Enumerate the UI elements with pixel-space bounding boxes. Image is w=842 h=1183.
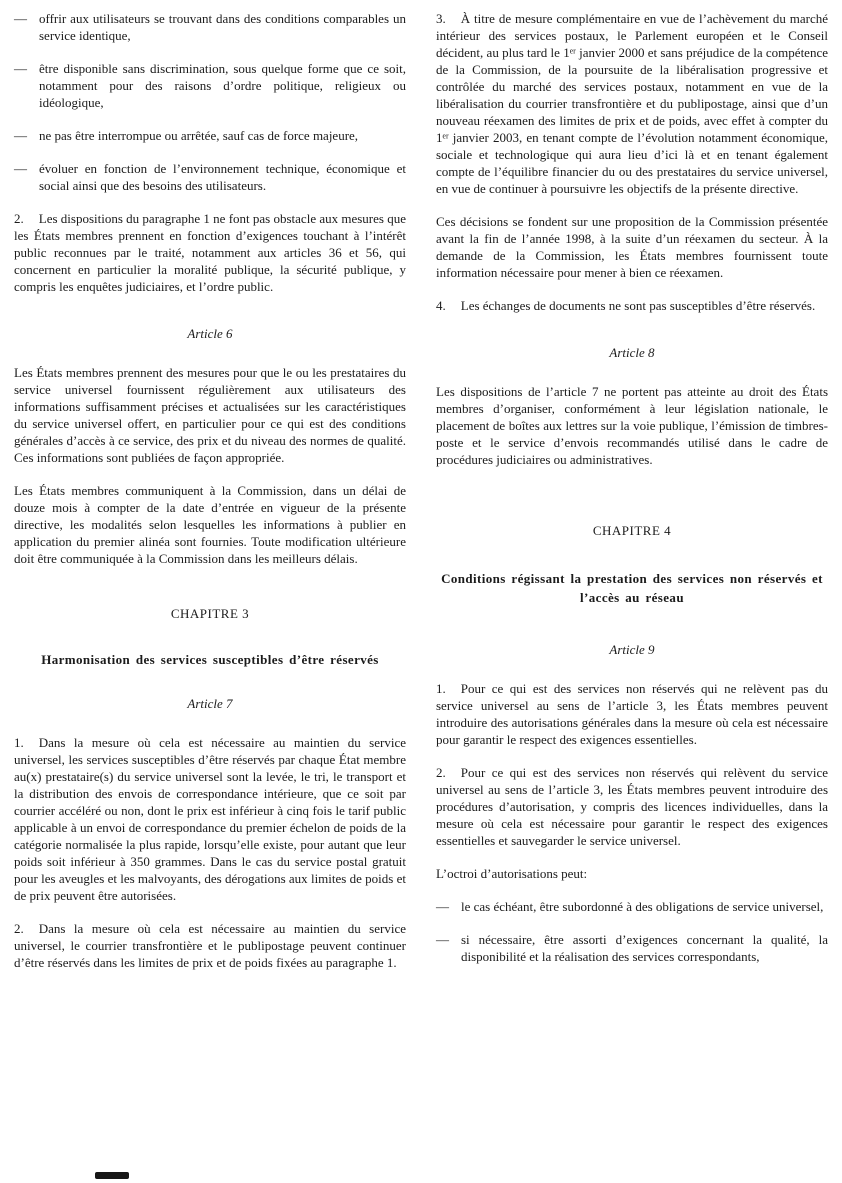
list-item-text: être disponible sans discrimination, sous quelque forme que ce soit, notamment pour des raisons d’ordre politique, religieux ou idéologique, — [39, 61, 406, 110]
paragraph-text: À titre de mesure complémentaire en vue de l’achèvement du marché intérieur des services postaux, le Parlement européen et le Conseil décident, au plus tard le 1ᵉʳ janvier 2000 et sans préjudice de la compétence de la Commission, de la poursuite de la libéralisation progressive et contrôlée du marché des services postaux, notamment en vue de la libéralisation du courrier transfrontière et du publipostage, ainsi que d’un nouveau réexamen des limites de prix et de poids, avec effet à compter du 1ᵉʳ janvier 2003, en tenant compte de l’évolution notamment économique, sociale et technologique qui aura lieu d’ici là et en tenant également compte de l’équilibre financier du ou des prestataires du service universel, en vue de continuer à poursuivre les objectifs de la présente directive. — [436, 11, 828, 196]
chapter-3-title: Harmonisation des services susceptibles d’être réservés — [41, 652, 379, 667]
paragraph: Les États membres communiquent à la Commission, dans un délai de douze mois à compter de la date d’entrée en vigueur de la présente directive, les modalités selon lesquelles les informations à publier en application du premier alinéa sont fournies. Toute modification ultérieure doit être communiquée à la Commission dans les meilleurs délais. — [14, 483, 406, 566]
chapter-3-heading: CHAPITRE 3 — [170, 606, 250, 621]
paragraph-number: 4. — [436, 298, 446, 313]
paragraph: Les États membres prennent des mesures pour que le ou les prestataires du service universel fournissent régulièrement aux utilisateurs des informations suffisamment précises et actualisées sur les caractéristiques du service universel offert, en particulier pour ce qui est des conditions générales d’accès à ce service, des prix et du niveau des normes de qualité. Ces informations sont publiées de façon appropriée. — [14, 365, 406, 465]
paragraph-text: Pour ce qui est des services non réservés qui relèvent du service universel au sens de l’article 3, les États membres peuvent introduire des procédures d’autorisation, y compris des licences individuelles, dans la mesure où cela est nécessaire pour garantir le respect des exigences essentielles et sauvegarder le service universel. — [436, 765, 828, 848]
chapter-4-title: Conditions régissant la prestation des services non réservés et l’accès au réseau — [441, 571, 823, 605]
list-item-text: le cas échéant, être subordonné à des obligations de service universel, — [461, 899, 824, 914]
paragraph-4 — [436, 297, 828, 314]
paragraph-text: Pour ce qui est des services non réservés qui ne relèvent pas du service universel au sens de l’article 3, les États membres peuvent introduire des autorisations générales dans la mesure où cela est nécessaire pour garantir le respect des exigences essentielles. — [436, 681, 828, 747]
paragraph-text: Les échanges de documents ne sont pas susceptibles d’être réservés. — [460, 298, 816, 313]
two-column-layout — [14, 10, 828, 987]
list-item-text: si nécessaire, être assorti d’exigences concernant la qualité, la disponibilité et la réalisation des services correspondants, — [461, 932, 828, 964]
paragraph-3 — [436, 10, 828, 197]
paragraph-number: 1. — [436, 681, 446, 696]
list-item — [14, 10, 406, 44]
dash-marker: — — [436, 932, 449, 947]
dash-marker: — — [14, 61, 27, 76]
paragraph: L’octroi d’autorisations peut: — [436, 866, 588, 881]
dash-marker: — — [14, 11, 27, 26]
paragraph-1 — [436, 680, 828, 748]
list-item — [14, 160, 406, 194]
dash-marker: — — [436, 899, 449, 914]
list-item-text: ne pas être interrompue ou arrêtée, sauf cas de force majeure, — [39, 128, 359, 143]
list-item-text: évoluer en fonction de l’environnement technique, économique et social ainsi que des besoins des utilisateurs. — [39, 161, 406, 193]
article-6-heading: Article 6 — [187, 326, 233, 341]
dash-marker: — — [14, 161, 27, 176]
chapter-4-heading: CHAPITRE 4 — [592, 523, 672, 538]
paragraph-2 — [14, 920, 406, 971]
dash-marker: — — [14, 128, 27, 143]
paragraph-1 — [14, 734, 406, 904]
paragraph-number: 2. — [14, 211, 24, 226]
paragraph-2 — [436, 764, 828, 849]
paragraph: Les dispositions de l’article 7 ne portent pas atteinte au droit des États membres d’organiser, conformément à leur législation nationale, le placement de boîtes aux lettres sur la voie publique, l’émission de timbres-poste et le service d’envois recommandés utilisé dans le cadre de procédures judiciaires ou administratives. — [436, 384, 828, 467]
paragraph-number: 2. — [436, 765, 446, 780]
list-item — [14, 127, 406, 144]
right-column — [436, 10, 828, 987]
left-column — [14, 10, 406, 987]
scan-artifact — [95, 1172, 129, 1179]
paragraph-text: Les dispositions du paragraphe 1 ne font pas obstacle aux mesures que les États membres prennent en fonction d’exigences touchant à l’intérêt public reconnues par le traité, notamment aux articles 36 et 56, qui concernent en particulier la moralité publique, la sécurité publique, y compris les enquêtes judiciaires, et l’ordre public. — [14, 211, 406, 294]
paragraph-number: 3. — [436, 11, 446, 26]
list-item-text: offrir aux utilisateurs se trouvant dans des conditions comparables un service identique, — [39, 11, 406, 43]
paragraph-2 — [14, 210, 406, 295]
paragraph-text: Dans la mesure où cela est nécessaire au maintien du service universel, le courrier transfrontière et le publipostage peuvent continuer d’être réservés dans les limites de prix et de poids fixées au paragraphe 1. — [14, 921, 406, 970]
article-7-heading: Article 7 — [187, 696, 233, 711]
list-item — [14, 60, 406, 111]
paragraph-number: 1. — [14, 735, 24, 750]
article-8-heading: Article 8 — [609, 345, 655, 360]
paragraph-number: 2. — [14, 921, 24, 936]
list-item — [436, 898, 828, 915]
list-item — [436, 931, 828, 965]
article-9-heading: Article 9 — [609, 642, 655, 657]
paragraph: Ces décisions se fondent sur une proposition de la Commission présentée avant la fin de l’année 1998, à la suite d’un réexamen du secteur. À la demande de la Commission, les États membres fournissent toute information nécessaire pour mener à bien ce réexamen. — [436, 214, 828, 280]
paragraph-text: Dans la mesure où cela est nécessaire au maintien du service universel, les services susceptibles d’être réservés par chaque État membre au(x) prestataire(s) du service universel sont la levée, le tri, le transport et la distribution des envois de correspondance intérieure, que ce soit par courrier accéléré ou non, dont le prix est inférieur à cinq fois le tarif public applicable à un envoi de correspondance du premier échelon de poids de la catégorie normalisée la plus rapide, lorsqu’elle existe, pour autant que leur poids soit inférieur à 350 grammes. Dans le cas du service postal gratuit pour les aveugles et les malvoyants, des dérogations aux limites de poids et de prix peuvent être autorisées. — [14, 735, 406, 903]
